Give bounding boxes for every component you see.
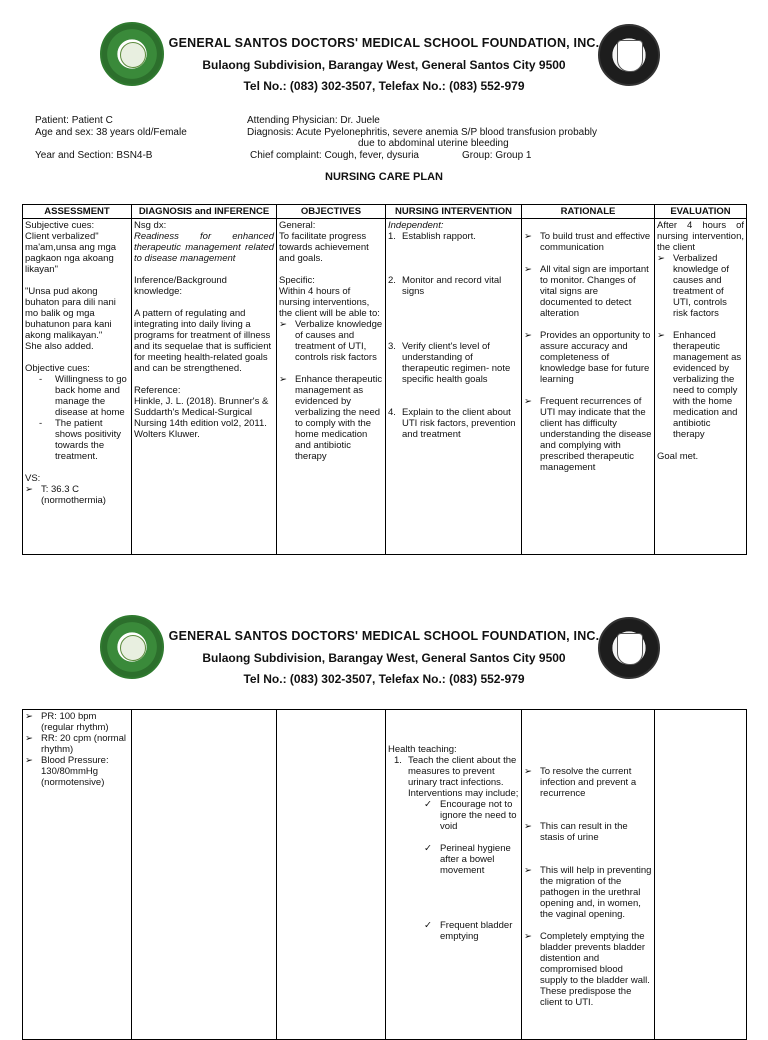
subjective-label: Subjective cues:: [25, 220, 95, 231]
evaluation-cell-2: [655, 710, 747, 1040]
care-plan-table-page-2: [22, 709, 747, 1040]
rationale-p2-3: This will help in preventing the migration of the pathogen in the urethral opening and, in women, the vaginal opening.: [540, 865, 652, 920]
rationale-p2-2: This can result in the stasis of urine: [540, 821, 628, 843]
rationale-cell: [522, 219, 655, 555]
school-name-page-2: GENERAL SANTOS DOCTORS' MEDICAL SCHOOL FOUNDATION, INC.: [168, 629, 600, 643]
rationale-3: Provides an opportunity to assure accuracy and completeness of knowledge base for future learning: [540, 330, 651, 385]
nursing-diagnosis: Readiness for enhanced therapeutic management related to disease management: [134, 231, 274, 264]
quote-2a: "Unsa pud akong: [25, 286, 98, 297]
diagnosis-cell: [132, 219, 277, 555]
intervention-2: Monitor and record vital signs: [402, 275, 502, 297]
care-plan-table-page-1: [22, 204, 747, 555]
quote-2e: akong malikayan.": [25, 330, 103, 341]
check-item-3: Frequent bladder emptying: [440, 920, 513, 942]
arrow-bullet-icon: ➢: [524, 821, 532, 832]
page-title: NURSING CARE PLAN: [325, 171, 443, 183]
arrow-bullet-icon: ➢: [524, 264, 532, 275]
rationale-cell-2: [522, 710, 655, 1040]
nsg-dx-label: Nsg dx:: [134, 220, 167, 231]
nursing-emblem-logo: [598, 24, 660, 86]
evaluation-1: Verbalized knowledge of causes and treatment of UTI, controls risk factors: [673, 253, 729, 319]
she-also-added: She also added.: [25, 341, 94, 352]
school-address-page-2: Bulaong Subdivision, Barangay West, General Santos City 9500: [202, 651, 566, 665]
arrow-bullet-icon: ➢: [25, 711, 33, 722]
inference-label: Inference/Background knowledge:: [134, 275, 227, 297]
attending-physician: Attending Physician: Dr. Juele: [247, 115, 380, 126]
vital-bp: Blood Pressure: 130/80mmHg (normotensive): [41, 755, 109, 788]
goal-met: Goal met.: [657, 451, 699, 462]
col-header-objectives: OBJECTIVES: [277, 205, 386, 219]
evaluation-intro: After 4 hours of nursing intervention, the client: [657, 220, 744, 253]
quote-2d: buhatunon para kani: [25, 319, 112, 330]
chief-complaint: Chief complaint: Cough, fever, dysuria: [250, 150, 419, 161]
vital-pr: PR: 100 bpm (regular rhythm): [41, 711, 109, 733]
arrow-bullet-icon: ➢: [524, 396, 532, 407]
intervention-3: Verify client's level of understanding of therapeutic regimen- note specific health goals: [402, 341, 511, 385]
patient-age-sex: Age and sex: 38 years old/Female: [35, 127, 187, 138]
evaluation-cell: [655, 219, 747, 555]
school-address: Bulaong Subdivision, Barangay West, General Santos City 9500: [202, 58, 566, 72]
arrow-bullet-icon: ➢: [524, 766, 532, 777]
objective-cue-2: The patient shows positivity towards the treatment.: [55, 418, 121, 462]
school-seal-logo: [100, 615, 164, 679]
reference-text: Hinkle, J. L. (2018). Brunner's & Suddarth's Medical-Surgical Nursing 14th edition vol2, 2011. Wolters Kluwer.: [134, 396, 269, 440]
objectives-cell-2: [277, 710, 386, 1040]
rationale-4: Frequent recurrences of UTI may indicate that the client has difficulty understanding the disease and complying with prescribed therapeutic management: [540, 396, 652, 473]
school-contact-page-2: Tel No.: (083) 302-3507, Telefax No.: (083) 552-979: [243, 672, 525, 686]
vs-label: VS:: [25, 473, 41, 484]
health-teaching-label: Health teaching:: [388, 744, 457, 755]
assessment-cell: Subjective cues: Client verbalized" ma'am,unsa ang mga pagkaon nga akoang likayan" "Unsa pud akong buhaton para dili nani mo balik og mga buhatunon para kani akong malikayan." She also added. Objective cues: - Willingness to go back home and manage the disease at home - The patient shows positivity towards the treatment. VS: ➢ T: 36.3 C (normothermia): [23, 219, 132, 555]
inference-text: A pattern of regulating and integrating into daily living a programs for treatment of illness and its sequelae that is sufficient for meeting health-related goals and can be strengthened.: [134, 308, 272, 374]
arrow-bullet-icon: ➢: [279, 374, 287, 385]
arrow-bullet-icon: ➢: [524, 931, 532, 942]
specific-label: Specific:: [279, 275, 315, 286]
patient-name: Patient: Patient C: [35, 115, 113, 126]
vital-temp: T: 36.3 C (normothermia): [41, 484, 106, 506]
general-objective: To facilitate progress towards achievement and goals.: [279, 231, 369, 264]
assessment-cell-2: [23, 710, 132, 1040]
specific-objective: Within 4 hours of nursing interventions, the client will be able to:: [279, 286, 380, 319]
rationale-p2-4: Completely emptying the bladder prevents bladder distention and compromised blood supply to the bladder wall. These predispose the client to UTI.: [540, 931, 650, 1008]
check-icon: ✓: [424, 920, 432, 931]
evaluation-2: Enhanced therapeutic management as evidenced by verbalizing the need to comply with the home medication and antibiotic therapy: [673, 330, 742, 440]
quote-1a: ma'am,unsa ang mga: [25, 242, 117, 253]
arrow-bullet-icon: ➢: [279, 319, 287, 330]
objective-1: Verbalize knowledge of causes and treatment of UTI, controls risk factors: [295, 319, 383, 363]
objective-2: Enhance therapeutic management as evidenced by verbalizing the need to comply with the home medication and antibiotic therapy: [295, 374, 383, 462]
general-label: General:: [279, 220, 316, 231]
quote-2c: mo balik og mga: [25, 308, 95, 319]
rationale-p2-1: To resolve the current infection and prevent a recurrence: [540, 766, 637, 799]
col-header-rationale: RATIONALE: [522, 205, 655, 219]
diagnosis-line-2: due to abdominal uterine bleeding: [358, 138, 509, 149]
check-icon: ✓: [424, 843, 432, 854]
objective-cue-1: Willingness to go back home and manage the disease at home: [55, 374, 127, 418]
col-header-diagnosis: DIAGNOSIS and INFERENCE: [132, 205, 277, 219]
col-header-evaluation: EVALUATION: [655, 205, 747, 219]
rationale-2: All vital sign are important to monitor. Changes of vital signs are documented to detect alteration: [540, 264, 649, 319]
independent-label: Independent:: [388, 220, 444, 231]
interventions-cell: Independent: 1. Establish rapport. 2. Monitor and record vital signs 3. Verify client's level of understanding of therapeutic regimen- note specific health goals 4. Explain to the client about UTI risk factors, prevention and treatment: [386, 219, 522, 555]
quote-2b: buhaton para dili nani: [25, 297, 116, 308]
school-seal-logo: [100, 22, 164, 86]
arrow-bullet-icon: ➢: [524, 231, 532, 242]
arrow-bullet-icon: ➢: [657, 330, 665, 341]
school-contact: Tel No.: (083) 302-3507, Telefax No.: (083) 552-979: [243, 79, 525, 93]
col-header-intervention: NURSING INTERVENTION: [386, 205, 522, 219]
objective-label: Objective cues:: [25, 363, 90, 374]
patient-year-section: Year and Section: BSN4-B: [35, 150, 153, 161]
quote-1c: likayan": [25, 264, 58, 275]
arrow-bullet-icon: ➢: [25, 755, 33, 766]
intervention-1: Establish rapport.: [402, 231, 476, 242]
arrow-bullet-icon: ➢: [657, 253, 665, 264]
interventions-cell-2: Health teaching: 1. Teach the client about the measures to prevent urinary tract infections. Interventions may include; ✓ Encourage not to ignore the need to void ✓ Perineal hygiene after a bowel movement ✓ Frequent bladder emptying: [386, 710, 522, 1040]
arrow-bullet-icon: ➢: [25, 484, 33, 495]
diagnosis-cell-2: [132, 710, 277, 1040]
intervention-4: Explain to the client about UTI risk factors, prevention and treatment: [402, 407, 516, 440]
check-item-1: Encourage not to ignore the need to void: [440, 799, 517, 832]
teach-measures: Teach the client about the measures to prevent urinary tract infections. Interventions may include;: [408, 755, 519, 799]
arrow-bullet-icon: ➢: [25, 733, 33, 744]
rationale-1: To build trust and effective communication: [540, 231, 651, 253]
reference-label: Reference:: [134, 385, 181, 396]
nursing-emblem-logo: [598, 617, 660, 679]
check-icon: ✓: [424, 799, 432, 810]
client-verbalized: Client verbalized": [25, 231, 99, 242]
check-item-2: Perineal hygiene after a bowel movement: [440, 843, 511, 876]
arrow-bullet-icon: ➢: [524, 865, 532, 876]
quote-1b: pagkaon nga akoang: [25, 253, 114, 264]
objectives-cell: [277, 219, 386, 555]
school-name: GENERAL SANTOS DOCTORS' MEDICAL SCHOOL FOUNDATION, INC.: [168, 36, 600, 50]
vital-rr: RR: 20 cpm (normal rhythm): [41, 733, 126, 755]
arrow-bullet-icon: ➢: [524, 330, 532, 341]
group: Group: Group 1: [462, 150, 532, 161]
col-header-assessment: ASSESSMENT: [23, 205, 132, 219]
diagnosis-line-1: Diagnosis: Acute Pyelonephritis, severe anemia S/P blood transfusion probably: [247, 127, 598, 138]
